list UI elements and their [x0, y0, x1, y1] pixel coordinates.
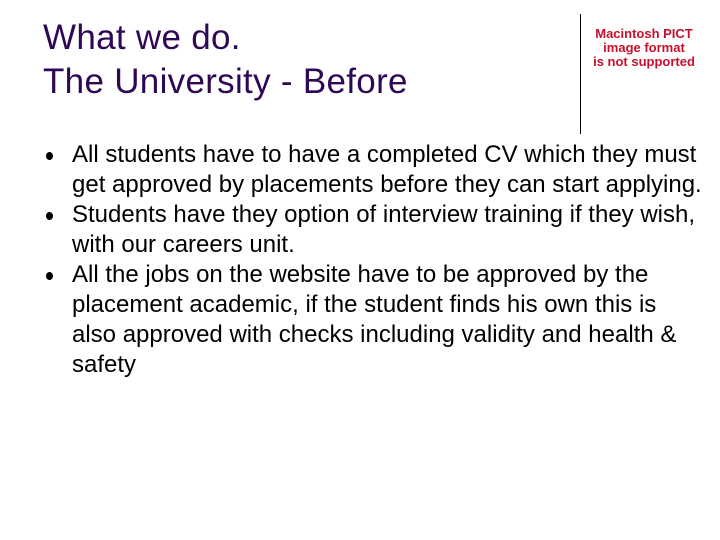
unsupported-image-placeholder	[584, 27, 704, 69]
bullet-dot-icon	[46, 212, 53, 220]
image-divider	[580, 14, 581, 134]
placeholder-line-2: image format	[603, 40, 685, 55]
bullet-list	[46, 140, 706, 380]
bullet-item	[46, 140, 706, 200]
bullet-item	[46, 200, 706, 260]
bullet-dot-icon	[46, 152, 53, 160]
bullet-dot-icon	[46, 272, 53, 280]
bullet-text: All the jobs on the website have to be approved by the placement academic, if the student finds his own this is also approved with checks including validity and health & safety	[72, 261, 677, 378]
title-line-2: The University - Before	[43, 62, 408, 101]
bullet-text: Students have they option of interview training if they wish, with our careers unit.	[72, 201, 696, 258]
bullet-text: All students have to have a completed CV which they must get approved by placements before they can start applying.	[72, 141, 702, 198]
placeholder-line-3: is not supported	[593, 54, 695, 69]
placeholder-line-1: Macintosh PICT	[595, 26, 693, 41]
slide-title	[43, 16, 408, 104]
title-line-1: What we do.	[43, 18, 241, 57]
bullet-item	[46, 260, 706, 380]
